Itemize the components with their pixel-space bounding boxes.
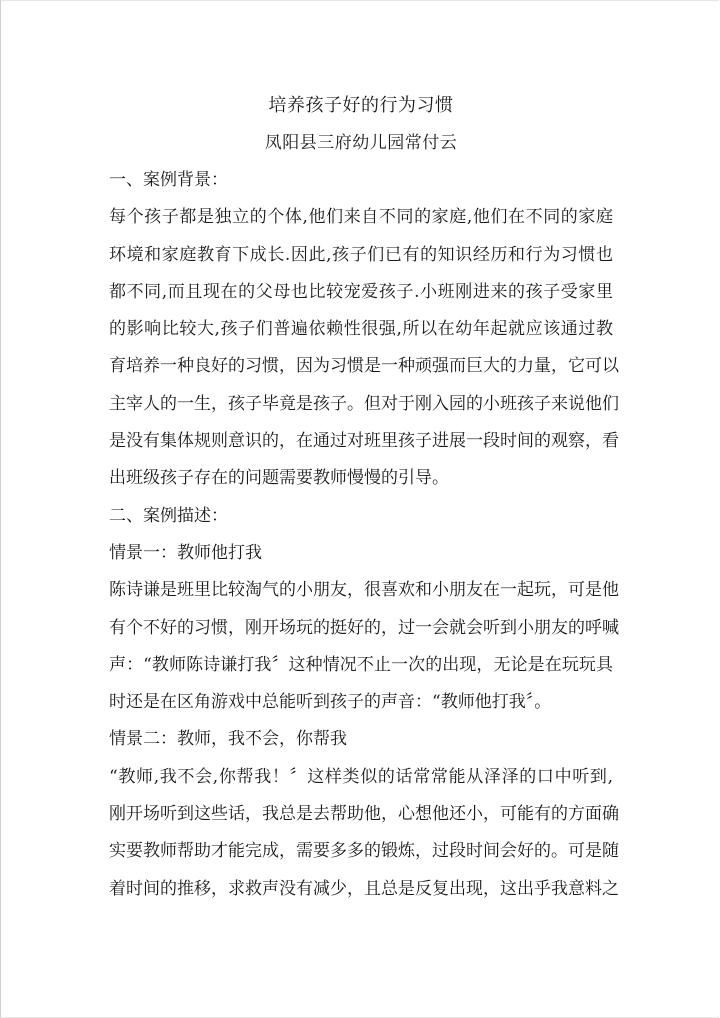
paragraph-line: 主宰人的一生，孩子毕竟是孩子。但对于刚入园的小班孩子来说他们 xyxy=(109,393,619,414)
scene-1-paragraph xyxy=(109,572,619,721)
scene-2-paragraph xyxy=(109,759,619,908)
scene-heading-1: 情景一：教师他打我 xyxy=(109,542,262,563)
document-title: 培养孩子好的行为习惯 xyxy=(268,95,454,116)
paragraph-line: 都不同,而且现在的父母也比较宠爱孩子.小班刚进来的孩子受家里 xyxy=(109,281,613,302)
section-heading-description: 二、案例描述： xyxy=(109,505,228,526)
background-paragraph xyxy=(109,199,619,497)
paragraph-line: 时还是在区角游戏中总能听到孩子的声音：“教师他打我〞。 xyxy=(109,692,552,713)
paragraph-line: 环境和家庭教育下成长.因此,孩子们已有的知识经历和行为习惯也 xyxy=(109,244,613,265)
paragraph-line: 是没有集体规则意识的，在通过对班里孩子进展一段时间的观察，看 xyxy=(109,431,619,452)
paragraph-line: “教师,我不会,你帮我！〞这样类似的话常常能从泽泽的口中听到, xyxy=(109,766,613,787)
paragraph-line: 陈诗谦是班里比较淘气的小朋友，很喜欢和小朋友在一起玩，可是他 xyxy=(109,580,619,601)
paragraph-line: 实要教师帮助才能完成，需要多多的锻炼，过段时间会好的。可是随 xyxy=(109,841,619,862)
section-heading-background: 一、案例背景： xyxy=(109,170,228,190)
document-author: 凤阳县三府幼儿园常付云 xyxy=(264,133,458,153)
paragraph-line: 育培养一种良好的习惯，因为习惯是一种顽强而巨大的力量，它可以 xyxy=(109,356,619,377)
scene-heading-2: 情景二：教师，我不会，你帮我 xyxy=(109,729,347,750)
document-body xyxy=(109,88,619,908)
paragraph-line: 刚开场听到这些话，我总是去帮助他，心想他还小，可能有的方面确 xyxy=(109,804,619,825)
paragraph-line: 着时间的推移，求救声没有减少，且总是反复出现，这出乎我意料之 xyxy=(109,878,619,899)
paragraph-line: 出班级孩子存在的问题需要教师慢慢的引导。 xyxy=(109,468,449,489)
paragraph-line: 有个不好的习惯，刚开场玩的挺好的，过一会就会听到小朋友的呼喊 xyxy=(109,617,619,638)
paragraph-line: 声：“教师陈诗谦打我〞这种情况不止一次的出现，无论是在玩玩具 xyxy=(109,654,613,675)
paragraph-line: 每个孩子都是独立的个体,他们来自不同的家庭,他们在不同的家庭 xyxy=(109,207,613,228)
paragraph-line: 的影响比较大,孩子们普遍依赖性很强,所以在幼年起就应该通过教 xyxy=(109,319,613,340)
